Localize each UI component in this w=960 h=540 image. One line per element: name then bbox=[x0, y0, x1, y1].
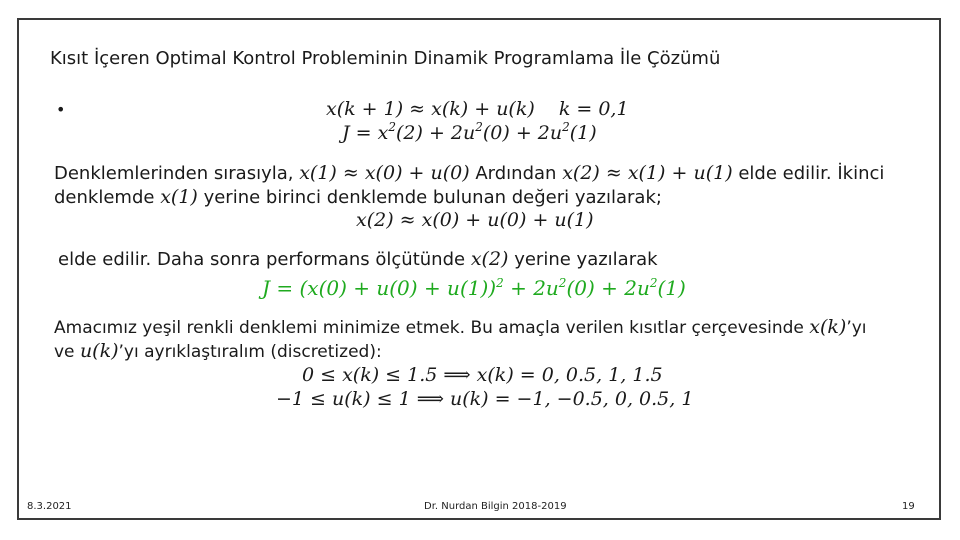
equation-green-part: (1) bbox=[657, 276, 686, 300]
equation-cost-part: J = x bbox=[342, 122, 389, 144]
equation-cost-part: (1) bbox=[569, 122, 597, 144]
superscript: 2 bbox=[496, 276, 504, 290]
inline-math: u(k) bbox=[79, 340, 119, 362]
equation-x2: x(2) ≈ x(0) + u(0) + u(1) bbox=[356, 209, 594, 231]
text-span: elde edilir. Daha sonra performans ölçütünde bbox=[58, 249, 466, 270]
text-span: Ardından bbox=[475, 163, 557, 184]
bullet-marker: • bbox=[56, 100, 66, 119]
text-span: denklemde bbox=[54, 187, 155, 208]
equation-green-part: J = (x(0) + u(0) + u(1)) bbox=[262, 276, 497, 300]
inline-math: x(2) ≈ x(1) + u(1) bbox=[562, 162, 733, 184]
footer-author: Dr. Nurdan Bilgin 2018-2019 bbox=[424, 501, 567, 512]
text-span: yerine birinci denklemde bulunan değeri yazılarak; bbox=[203, 187, 662, 208]
equation-cost-part: (0) + 2u bbox=[482, 122, 563, 144]
paragraph-line-1 bbox=[54, 162, 884, 184]
slide-title: Kısıt İçeren Optimal Kontrol Probleminin Dinamik Programlama İle Çözümü bbox=[50, 48, 721, 69]
text-span: yerine yazılarak bbox=[514, 249, 658, 270]
equation-state-index: k = 0,1 bbox=[558, 98, 629, 120]
inline-math: x(k) bbox=[809, 316, 847, 338]
paragraph-line-2 bbox=[54, 186, 662, 208]
equation-state bbox=[326, 98, 629, 120]
equation-state-body: x(k + 1) ≈ x(k) + u(k) bbox=[326, 98, 535, 120]
text-span: elde edilir. İkinci bbox=[738, 163, 885, 184]
inline-math: x(1) ≈ x(0) + u(0) bbox=[299, 162, 470, 184]
text-span: ve bbox=[54, 342, 75, 362]
paragraph-line-5 bbox=[54, 340, 382, 362]
text-span: ’yı ayrıklaştıralım (discretized): bbox=[118, 342, 382, 362]
paragraph-line-4 bbox=[54, 316, 867, 338]
footer-date: 8.3.2021 bbox=[27, 501, 72, 512]
equation-green-part: + 2u bbox=[503, 276, 559, 300]
text-span: Amacımız yeşil renkli denklemi minimize etmek. Bu amaçla verilen kısıtlar çerçevesinde bbox=[54, 318, 804, 338]
constraint-x: 0 ≤ x(k) ≤ 1.5 ⟹ x(k) = 0, 0.5, 1, 1.5 bbox=[302, 364, 663, 386]
superscript: 2 bbox=[558, 276, 567, 290]
text-span: Denklemlerinden sırasıyla, bbox=[54, 163, 294, 184]
paragraph-line-3 bbox=[58, 248, 658, 270]
superscript: 2 bbox=[388, 120, 396, 134]
footer-page-number: 19 bbox=[902, 501, 915, 512]
equation-green-part: (0) + 2u bbox=[566, 276, 650, 300]
inline-math: x(2) bbox=[470, 248, 509, 270]
equation-cost bbox=[342, 122, 597, 144]
superscript: 2 bbox=[475, 120, 483, 134]
equation-cost-green bbox=[262, 276, 686, 300]
text-span: ’yı bbox=[846, 318, 867, 338]
constraint-u: −1 ≤ u(k) ≤ 1 ⟹ u(k) = −1, −0.5, 0, 0.5, 1 bbox=[276, 388, 694, 410]
equation-cost-part: (2) + 2u bbox=[395, 122, 476, 144]
superscript: 2 bbox=[649, 276, 658, 290]
superscript: 2 bbox=[562, 120, 570, 134]
inline-math: x(1) bbox=[160, 186, 198, 208]
